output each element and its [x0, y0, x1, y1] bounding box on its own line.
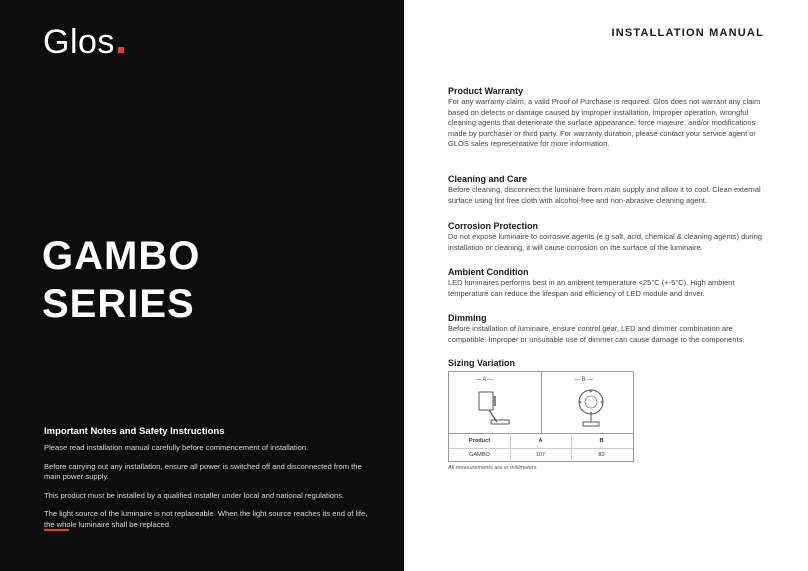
dimension-a-marker: — A —: [475, 377, 494, 383]
dimension-b-marker: — B —: [574, 377, 594, 383]
cleaning-section: [448, 174, 766, 206]
diagram-divider: [449, 433, 633, 434]
brand-logo-text: Glos: [43, 23, 115, 61]
dimming-body: Before installation of luminaire, ensure control gear, LED and dimmer combination are compatible. Improper or unsuitable use of dimmer can cause damage to the components.: [448, 324, 745, 344]
brand-logo: [43, 25, 124, 59]
safety-note: The light source of the luminaire is not replaceable. When the light source reaches its end of life, the whole luminaire shall be replaced.: [44, 509, 368, 529]
front-view-drawing: [561, 386, 621, 432]
series-title: [42, 232, 200, 328]
corrosion-section: [448, 221, 766, 253]
table-header-a: A: [538, 438, 543, 444]
ambient-body: LED luminaires performs best in an ambient temperature <25°C (+-5°C). High ambient temperature can reduce the lifespan and efficiency of LED module and driver.: [448, 278, 735, 298]
document-type: INSTALLATION MANUAL: [611, 27, 764, 39]
diagram-divider: [541, 372, 542, 433]
warranty-section: [448, 86, 766, 150]
corrosion-body: Do not expose luminaire to corrosive agents (e.g salt, acid, chemical & cleaning agents) during installation or cleaning, it will cause corrosion on the surface of the luminaire.: [448, 232, 762, 252]
content-panel: [404, 0, 808, 571]
dimension-a-label: A: [482, 377, 487, 383]
measurement-note: All measurements are in millimeters.: [448, 465, 539, 471]
table-header-product: Product: [468, 438, 491, 444]
series-title-line1: GAMBO: [42, 234, 201, 278]
corrosion-heading: Corrosion Protection: [448, 221, 539, 231]
logo-dot-icon: [118, 47, 124, 53]
table-row-divider: [449, 448, 633, 449]
table-cell-b: 83: [598, 452, 605, 458]
accent-rule: [44, 529, 69, 531]
safety-notes: [44, 426, 369, 538]
table-header-b: B: [599, 438, 604, 444]
series-title-line2: SERIES: [42, 282, 195, 326]
ambient-heading: Ambient Condition: [448, 267, 529, 277]
cleaning-body: Before cleaning, disconnect the luminaire from main supply and allow it to cool. Clean external surface using lint free cloth with alcohol-free and non-abrasive cleaning agent.: [448, 185, 761, 205]
dimming-heading: Dimming: [448, 313, 487, 323]
sizing-section: [448, 358, 766, 369]
ambient-section: [448, 267, 766, 299]
safety-note: Before carrying out any installation, ensure all power is switched off and disconnected from the main power supply.: [44, 461, 362, 481]
dimension-b-label: B: [581, 377, 586, 383]
safety-note: Please read installation manual carefully before commencement of installation.: [44, 443, 309, 452]
sizing-heading: Sizing Variation: [448, 358, 516, 368]
safety-notes-heading: Important Notes and Safety Instructions: [44, 426, 225, 437]
table-cell-a: 107: [535, 452, 546, 458]
table-cell-product: GAMBO: [469, 452, 490, 458]
cleaning-heading: Cleaning and Care: [448, 174, 528, 184]
dimming-section: [448, 313, 766, 345]
warranty-heading: Product Warranty: [448, 86, 524, 96]
sizing-diagram: [448, 371, 634, 462]
side-view-drawing: [467, 386, 527, 432]
warranty-body: For any warranty claim, a valid Proof of Purchase is required. Glos does not warrant any claim based on defects or damage caused by improper installation, improper operation, wrongful cleaning agents that deteriorate the surface appearance, force majeure, and/or modifications made by purchaser or third party. For warranty duration, please contact your service agent or GLOS sales representative for more information.: [448, 97, 761, 149]
safety-note: This product must be installed by a qualified installer under local and national regulations.: [44, 490, 345, 500]
